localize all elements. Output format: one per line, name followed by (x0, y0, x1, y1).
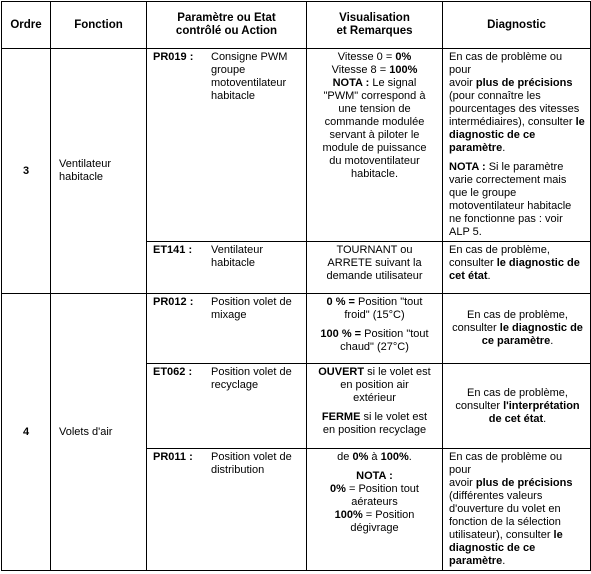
visualisation-cell: TOURNANT ou ARRETE suivant la demande utilisateur (307, 242, 443, 294)
header-ordre: Ordre (2, 2, 51, 49)
table-header-row (2, 2, 591, 49)
param-code: PR019 : (153, 51, 194, 63)
param-cell (147, 49, 307, 242)
diagnostic-cell: En cas de problème, consulter le diagnostic de ce paramètre. (443, 294, 591, 364)
header-parametre: Paramètre ou Etat contrôlé ou Action (147, 2, 307, 49)
visualisation-cell: de 0% à 100%. NOTA : 0% = Position tout aérateurs 100% = Position dégivrage (307, 449, 443, 571)
header-diagnostic: Diagnostic (443, 2, 591, 49)
param-desc: Consigne PWM groupe motoventilateur habitacle (211, 51, 288, 102)
param-desc: Position volet de distribution (211, 451, 292, 476)
ordre-cell: 3 (2, 49, 51, 294)
header-fonction: Fonction (51, 2, 147, 49)
param-desc: Ventilateur habitacle (211, 244, 263, 269)
visualisation-cell: 0 % = Position "tout froid" (15°C) 100 % = Position "tout chaud" (27°C) (307, 294, 443, 364)
param-cell (147, 449, 307, 571)
param-code: ET062 : (153, 366, 193, 378)
visualisation-cell: Vitesse 0 = 0% Vitesse 8 = 100% NOTA : Le signal "PWM" correspond à une tension de commande modulée servant à piloter le module de puissance du motoventilateur habitacle. (307, 49, 443, 242)
param-desc: Position volet de mixage (211, 296, 292, 321)
visualisation-cell: OUVERT si le volet est en position air extérieur FERME si le volet est en position recyclage (307, 364, 443, 449)
diagnostic-cell: En cas de problème ou pour avoir plus de précisions (pour connaître les pourcentages des vitesses intermédiaires), consulter le diagnostic de ce paramètre. NOTA : Si le paramètre varie correctement mais que le groupe motoventilateur habitacle ne fonctionne pas : voir ALP 5. (443, 49, 591, 242)
ordre-cell: 4 (2, 294, 51, 571)
table-row (2, 49, 591, 242)
param-cell (147, 242, 307, 294)
param-code: PR011 : (153, 451, 193, 463)
header-visualisation: Visualisation et Remarques (307, 2, 443, 49)
param-cell (147, 294, 307, 364)
diagnostic-cell: En cas de problème ou pour avoir plus de précisions (différentes valeurs d'ouverture du volet en fonction de la sélection utilisateur), consulter le diagnostic de ce paramètre. (443, 449, 591, 571)
param-cell (147, 364, 307, 449)
fonction-cell: Volets d'air (51, 294, 147, 571)
param-code: PR012 : (153, 296, 194, 308)
param-desc: Position volet de recyclage (211, 366, 292, 391)
param-code: ET141 : (153, 244, 193, 256)
diagnostic-table (1, 1, 591, 571)
diagnostic-cell: En cas de problème, consulter le diagnostic de cet état. (443, 242, 591, 294)
table-row (2, 294, 591, 364)
fonction-cell: Ventilateur habitacle (51, 49, 147, 294)
diagnostic-cell: En cas de problème, consulter l'interprétation de cet état. (443, 364, 591, 449)
